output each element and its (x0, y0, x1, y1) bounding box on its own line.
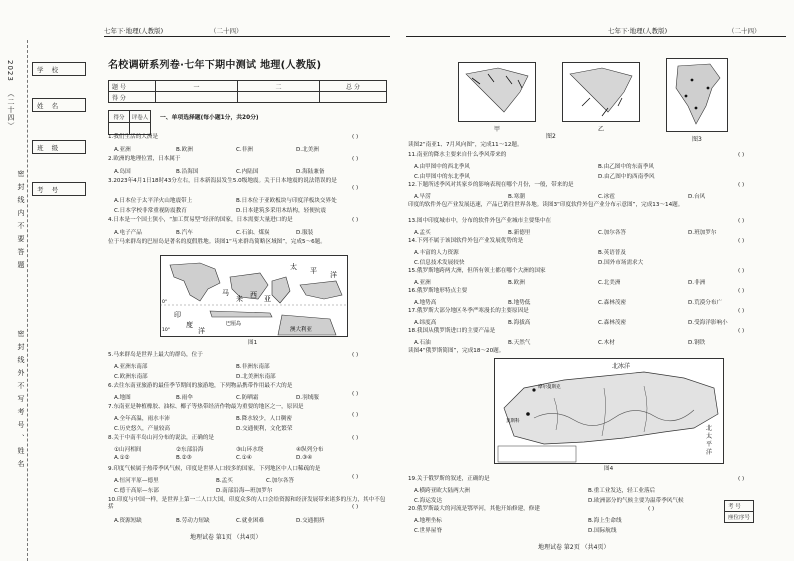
q7-stem: 7.东南亚是种植橡胶、油棕、椰子等热带经济作物最为重要的地区之一，原因是 (108, 404, 304, 410)
q8-bracket[interactable]: ( ) (352, 435, 359, 441)
q16-stem: 16.俄罗斯地形特点主要 (408, 288, 468, 294)
q11-option-b[interactable]: B.由乙图中的东南季风 (598, 164, 654, 170)
q11-option-c[interactable]: C.由甲图中的东北季风 (414, 174, 471, 180)
q9-option-b[interactable]: B.孟买 (216, 478, 233, 484)
map1-label-bali: 巴厘岛 (226, 321, 242, 327)
q18-bracket[interactable]: ( ) (738, 328, 745, 334)
q20-option-a[interactable]: A.地理坐标 (414, 518, 442, 524)
q20-option-d[interactable]: D.国际航线 (588, 528, 617, 534)
map1-label: 印 (174, 311, 181, 319)
map4-label: 洋 (706, 449, 713, 456)
q1-stem: 1.我们生活的大洲是 (108, 134, 159, 140)
q20-bracket[interactable]: ( ) (648, 506, 655, 512)
q5-option-d[interactable]: D.北美洲东南部 (236, 374, 276, 380)
map3-caption: 图3 (692, 136, 702, 143)
q14-option-b[interactable]: B.英语普及 (598, 250, 626, 256)
russia-map (494, 358, 724, 464)
map4-label: 北 (706, 425, 713, 432)
map1-caption: 图1 (248, 340, 258, 346)
q13-option-a[interactable]: A.孟买 (414, 230, 431, 236)
q9-option-c[interactable]: C.德干高原—东部 (114, 488, 159, 494)
right-header-title: 七年下·地理(人教版) (608, 27, 668, 35)
q10-option-d[interactable]: D.交通拥挤 (296, 518, 325, 524)
map1-label: 西 (250, 291, 257, 299)
exam-title: 名校调研系列卷·七年下期中测试 地理(人教版) (108, 60, 322, 71)
q2-stem: 2.欧洲的地理位置，日本属于 (108, 156, 181, 162)
q18-option-a[interactable]: A.石油 (414, 340, 431, 346)
q8-option-d[interactable]: D.③④ (296, 455, 313, 461)
q11-bracket[interactable]: ( ) (738, 152, 745, 158)
q8-option-b[interactable]: B.②③ (176, 455, 192, 461)
q14-bracket[interactable]: ( ) (738, 238, 745, 244)
malay-archipelago-map (160, 255, 348, 337)
q9-option-b2[interactable]: C.加尔各答 (266, 478, 295, 484)
q4-option-c[interactable]: C.石油、煤炭 (236, 230, 270, 236)
grader-score-label: 得分 (109, 111, 130, 123)
score-value-cell[interactable] (320, 92, 387, 103)
strip-code: （二十四） (7, 90, 15, 130)
q9-option-a[interactable]: A.恒河平原—德里 (114, 478, 159, 484)
q17-stem: 17.俄罗斯大部分地区冬季严寒漫长的主要原因是 (408, 308, 529, 314)
score-header-cell: 二 (238, 81, 320, 92)
q3-option-d[interactable]: D.日本建筑多采用木结构，轻便抗震 (236, 208, 326, 214)
q1-option-b[interactable]: B.欧洲 (176, 147, 193, 153)
class-field[interactable]: 班 级 (32, 140, 86, 154)
india-outsourcing-map (666, 58, 728, 132)
left-header-title: 七年下·地理(人教版) (104, 27, 164, 35)
q11-option-a[interactable]: A.由甲图中的西北季风 (414, 164, 470, 170)
map-caption-jia: 甲 (494, 126, 501, 133)
q12-option-d[interactable]: D.台风 (688, 194, 706, 200)
left-header-code: （二十四） (210, 27, 243, 35)
q5-stem: 5.马来群岛是世界上最大的群岛，位于 (108, 352, 203, 358)
section-title: 一、单项选择题(每小题1分，共20分) (160, 115, 259, 121)
map1-label: 平 (310, 267, 317, 275)
q6-option-c[interactable]: C.防晒霜 (236, 395, 259, 401)
map1-label-australia: 澳大利亚 (290, 327, 313, 333)
q7-option-c[interactable]: C.历史悠久，产量较高 (114, 426, 171, 432)
q8-option-a[interactable]: A.①② (114, 455, 130, 461)
q5-option-b[interactable]: B.非洲东南部 (236, 364, 270, 370)
map1-label: 马 (222, 289, 229, 297)
q13-option-d[interactable]: D.班加罗尔 (688, 230, 717, 236)
right-header-code: （二十四） (728, 27, 761, 35)
q16-option-b[interactable]: B.地势低 (508, 300, 531, 306)
score-header-cell: 一 (156, 81, 238, 92)
q10-option-a[interactable]: A.资源短缺 (114, 518, 142, 524)
q16-option-d[interactable]: D.荒漠分布广 (688, 300, 723, 306)
q2-option-a[interactable]: A.岛国 (114, 169, 131, 175)
q14-stem: 14.下列不属于该国软件外包产业发展优势的是 (408, 238, 524, 244)
q5-option-a[interactable]: A.亚洲东南部 (114, 364, 148, 370)
q2-bracket[interactable]: ( ) (352, 156, 359, 162)
map1-label: 度 (186, 321, 193, 329)
q19-option-a[interactable]: A.横跨亚欧大陆两大洲 (414, 488, 470, 494)
right-page (398, 0, 794, 561)
map1-label: 洋 (198, 327, 205, 335)
q19-stem: 19.关于俄罗斯的叙述，正确的是 (408, 476, 490, 482)
seal-warning-2: 密封线外不写考号、姓名 (17, 330, 25, 473)
q18-option-b[interactable]: B.天然气 (508, 340, 531, 346)
q10-option-c[interactable]: C.就业困难 (236, 518, 265, 524)
q13-14-intro: 印度的软件外包产业发展迅速，产品已销往世界各地。读图3“印度软件外包产业分布示意图”，完成13～14题。 (408, 202, 684, 208)
q7-option-d[interactable]: D.交通便利，文化繁荣 (236, 426, 293, 432)
q9-option-d[interactable]: D.南部沿海—班加罗尔 (216, 488, 273, 494)
q10-bracket[interactable]: ( ) (352, 504, 359, 510)
q15-option-c[interactable]: C.北美洲 (598, 280, 621, 286)
q19-option-c[interactable]: C.海运发达 (414, 498, 443, 504)
q13-stem: 13.图中印度城市中，分布的软件外包产业城市主要集中在 (408, 218, 552, 224)
q20-option-c[interactable]: C.世界屋脊 (414, 528, 443, 534)
q5-bracket[interactable]: ( ) (352, 352, 359, 358)
seal-line (27, 40, 28, 561)
south-asia-map-jia (458, 62, 536, 122)
south-asia-map-yi (562, 62, 640, 122)
score-value-cell[interactable] (238, 92, 320, 103)
q14-option-a[interactable]: A.丰富的人力资源 (414, 250, 459, 256)
q12-option-c[interactable]: C.冰雹 (598, 194, 615, 200)
q13-option-b[interactable]: B.新德里 (508, 230, 531, 236)
q18-20-intro: 读图4“俄罗斯简图”，完成18～20题。 (408, 348, 505, 354)
q1-option-c[interactable]: C.非洲 (236, 147, 253, 153)
q4-option-a[interactable]: A.电子产品 (114, 230, 142, 236)
q3-option-b[interactable]: B.日本位于亚欧板块与印度洋板块交界处 (236, 198, 337, 204)
q14-option-d[interactable]: D.国外市场需求大 (598, 260, 644, 266)
q20-stem: 20.俄罗斯最大的河流是鄂毕河，其他开始修建，修建 (408, 506, 540, 512)
q18-option-d[interactable]: D.钢铁 (688, 340, 706, 346)
q6-option-b[interactable]: B.雨伞 (176, 395, 193, 401)
q15-option-b[interactable]: B.欧洲 (508, 280, 525, 286)
q8-choice-3: ③山环水绕 (236, 447, 264, 453)
q3-option-a[interactable]: A.日本位于太平洋火山地震带上 (114, 198, 193, 204)
strip-year: 2023 (6, 60, 14, 82)
q8-stem: 8.关于中南半岛山河分布的说法，正确的是 (108, 435, 215, 441)
q16-bracket[interactable]: ( ) (738, 288, 745, 294)
q1-option-d[interactable]: D.北美洲 (296, 147, 319, 153)
q16-option-c[interactable]: C.森林茂密 (598, 300, 627, 306)
q8-choice-1: ①山河相间 (114, 447, 142, 453)
q11-stem: 11.南亚的降水主要来自什么季风带来的 (408, 152, 507, 158)
score-header-cell: 总 分 (320, 81, 387, 92)
grader-score-cell[interactable] (109, 123, 130, 135)
q7-bracket[interactable]: ( ) (352, 412, 359, 418)
q4-bracket[interactable]: ( ) (352, 217, 359, 223)
grader-box (108, 110, 151, 135)
map-caption-yi: 乙 (598, 126, 605, 133)
q5-option-c[interactable]: C.欧洲东南部 (114, 374, 148, 380)
q13-option-c[interactable]: C.加尔各答 (598, 230, 627, 236)
school-field[interactable]: 学 校 (32, 62, 86, 76)
q8-choice-2: ②东部沿海 (176, 447, 204, 453)
q12-bracket[interactable]: ( ) (738, 182, 745, 188)
q1-bracket[interactable]: ( ) (352, 134, 359, 140)
q10-option-b[interactable]: B.劳动力短缺 (176, 518, 210, 524)
q8-choice-4: ④纵列分布 (296, 447, 324, 453)
q4-option-b[interactable]: B.汽车 (176, 230, 193, 236)
left-page-footer: 地理试卷 第1页 （共4页） (190, 534, 262, 541)
binding-strip (0, 40, 100, 561)
map1-latitude: 0° (162, 300, 168, 305)
map4-caption: 图4 (604, 466, 614, 472)
score-table (108, 80, 387, 103)
q19-option-b[interactable]: B.重工业发达，轻工业落后 (588, 488, 656, 494)
q12-option-a[interactable]: A.旱涝 (414, 194, 431, 200)
right-page-footer: 地理试卷 第2页 （共4页） (538, 544, 610, 551)
q17-option-a[interactable]: A.纬度高 (414, 320, 437, 326)
seal-warning-1: 密封线内不要答题 (17, 170, 25, 274)
map1-label: 洋 (330, 271, 337, 279)
q3-stem: 3.2023年4月1日18时43分左右，日本新潟县发生5.0级地震。关于日本地震的说法错误的是 (108, 178, 337, 184)
q7-option-b[interactable]: B.降水较少，人口稠密 (236, 416, 292, 422)
q6-bracket[interactable]: ( ) (352, 391, 359, 397)
score-header-cell: 题 号 (109, 81, 156, 92)
q19-option-d[interactable]: D.欧洲部分的气候主要为温带季风气候 (588, 498, 684, 504)
q11-12-intro: 读图2“南亚1、7月风向图”，完成11～12题。 (408, 142, 523, 148)
q19-bracket[interactable]: ( ) (738, 476, 745, 482)
q11-option-d[interactable]: D.由乙图中的西南季风 (598, 174, 655, 180)
q6-stem: 6.去往东南亚旅游的最佳季节期间的旅游地，下列物品携带作用最不大的是 (108, 383, 293, 389)
q9-bracket[interactable]: ( ) (352, 474, 359, 480)
q17-option-c[interactable]: C.森林茂密 (598, 320, 627, 326)
map4-label: 平 (706, 441, 713, 448)
map4-label-arctic: 北冰洋 (612, 363, 631, 370)
right-score-box (724, 500, 754, 523)
q18-option-c[interactable]: C.木材 (598, 340, 615, 346)
q12-stem: 12.下题所述季风对其家乡的影响表现在哪个月份，一般，带来的是 (408, 182, 574, 188)
right-scorebox-label-2: 座位序号 (725, 512, 754, 523)
q12-option-b[interactable]: B.寒潮 (508, 194, 525, 200)
q1-option-a[interactable]: A.亚洲 (114, 147, 131, 153)
score-value-cell[interactable] (156, 92, 238, 103)
q17-option-d[interactable]: D.受海洋影响小 (688, 320, 728, 326)
q15-option-a[interactable]: A.亚洲 (414, 280, 431, 286)
q15-stem: 15.俄罗斯地跨两大洲，但所有领土都在哪个大洲的国家 (408, 268, 546, 274)
map4-label: 太 (706, 433, 713, 440)
q20-option-b[interactable]: B.海上生命线 (588, 518, 622, 524)
map1-label: 亚 (264, 295, 271, 303)
q9-stem: 9.印度气候属于热带季风气候，印度是世界人口较多的国家。下列地区中人口稀疏的是 (108, 466, 321, 472)
q7-option-a[interactable]: A.全年高温，雨水丰沛 (114, 416, 170, 422)
q3-bracket[interactable]: ( ) (352, 185, 359, 191)
q18-stem: 18.我国从俄罗斯进口的主要产品是 (408, 328, 496, 334)
q13-bracket[interactable]: ( ) (738, 218, 745, 224)
grader-name-label: 评卷人 (130, 111, 151, 123)
map4-label-murmansk: 摩尔曼斯克 (538, 385, 561, 390)
q15-option-d[interactable]: D.非洲 (688, 280, 706, 286)
q14-option-c[interactable]: C.信息技术发展较快 (414, 260, 465, 266)
q6-option-a[interactable]: A.地图 (114, 395, 131, 401)
q2-option-b[interactable]: B.沿海国 (176, 169, 199, 175)
q2-option-c[interactable]: C.内陆国 (236, 169, 259, 175)
q17-bracket[interactable]: ( ) (738, 308, 745, 314)
map1-label: 来 (236, 295, 243, 303)
right-scorebox-label-1: 考 号 (725, 501, 754, 512)
left-header-rule (104, 36, 390, 37)
right-header-rule (406, 36, 786, 37)
exam-number-field[interactable]: 考 号 (32, 182, 86, 196)
map1-label: 太 (290, 263, 297, 271)
q2-option-d[interactable]: D.海陆兼备 (296, 169, 325, 175)
grader-name-cell[interactable] (130, 123, 151, 135)
q4-option-d[interactable]: D.服装 (296, 230, 314, 236)
q10-stem: 10.印度与中国一样，是世界上第一二人口大国，印度众多的人口会给资源和经济发展带来诸多的压力，其中不包括 (108, 497, 386, 510)
q16-option-a[interactable]: A.地势高 (414, 300, 437, 306)
name-field[interactable]: 姓 名 (32, 98, 86, 112)
q4-stem: 4.日本是一个国土狭小，“加工贸易型”经济的国家，日本需要大量进口的是 (108, 217, 293, 223)
map4-label-moscow: 莫斯科 (506, 419, 520, 424)
score-label-cell: 得 分 (109, 92, 156, 103)
map1-latitude: 10° (162, 328, 170, 333)
q15-bracket[interactable]: ( ) (738, 268, 745, 274)
q6-option-d[interactable]: D.羽绒服 (296, 395, 319, 401)
q3-option-c[interactable]: C.日本学校非常重视防震教育 (114, 208, 187, 214)
q8-option-c[interactable]: C.①④ (236, 455, 252, 461)
q17-option-b[interactable]: B.海拔高 (508, 320, 531, 326)
q5-6-intro: 位于马来群岛的巴厘岛是著名的度假胜地。读图1“马来群岛简略区域图”，完成5～6题。 (108, 239, 326, 245)
map2-caption: 图2 (546, 133, 556, 140)
